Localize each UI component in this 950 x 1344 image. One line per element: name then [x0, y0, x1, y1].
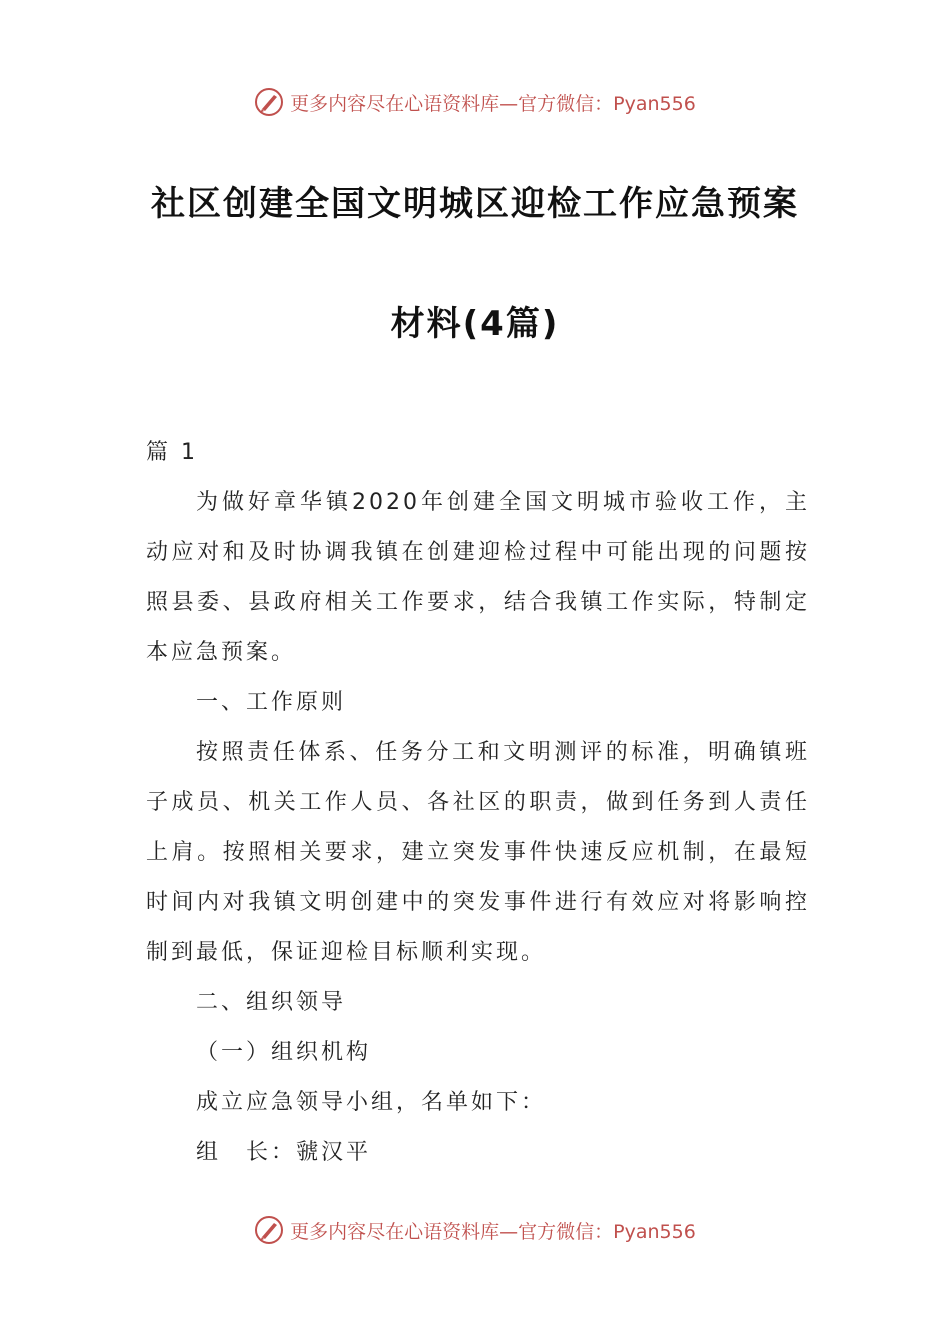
- document-title-line1: 社区创建全国文明城区迎检工作应急预案: [151, 184, 799, 224]
- footer-contact-text: —官方微信：Pyan556: [499, 1220, 696, 1243]
- footer-promo-text: 更多内容尽在心语资料库: [290, 1220, 500, 1243]
- quill-logo-icon: [254, 1215, 284, 1245]
- subheading-org-structure: （一）组织机构: [196, 1040, 372, 1065]
- quill-logo-icon: [254, 87, 284, 117]
- header-promo-text: 更多内容尽在心语资料库: [290, 92, 500, 115]
- footer-banner: [0, 1210, 950, 1250]
- leader-role-label: 组 长：: [196, 1140, 297, 1165]
- leader-name: 虢汉平: [296, 1140, 372, 1165]
- document-title-line2: 材料(4篇): [390, 304, 560, 344]
- heading-organization: 二、组织领导: [196, 990, 347, 1015]
- principles-paragraph: 按照责任体系、任务分工和文明测评的标准，明确镇班子成员、机关工作人员、各社区的职责，做到任务到人责任上肩。按照相关要求，建立突发事件快速反应机制，在最短时间内对我镇文明创建中的突发事件进行有效应对将影响控制到最低，保证迎检目标顺利实现。: [146, 740, 810, 965]
- leader-row: [196, 1128, 371, 1178]
- header-contact-text: —官方微信：Pyan556: [499, 92, 696, 115]
- header-banner: [0, 82, 950, 122]
- group-intro-text: 成立应急领导小组，名单如下：: [196, 1090, 547, 1115]
- intro-paragraph: 为做好章华镇2020年创建全国文明城市验收工作，主动应对和及时协调我镇在创建迎检过程中可能出现的问题按照县委、县政府相关工作要求，结合我镇工作实际，特制定本应急预案。: [146, 490, 810, 665]
- section-label: 篇 1: [146, 440, 198, 465]
- heading-work-principles: 一、工作原则: [196, 690, 347, 715]
